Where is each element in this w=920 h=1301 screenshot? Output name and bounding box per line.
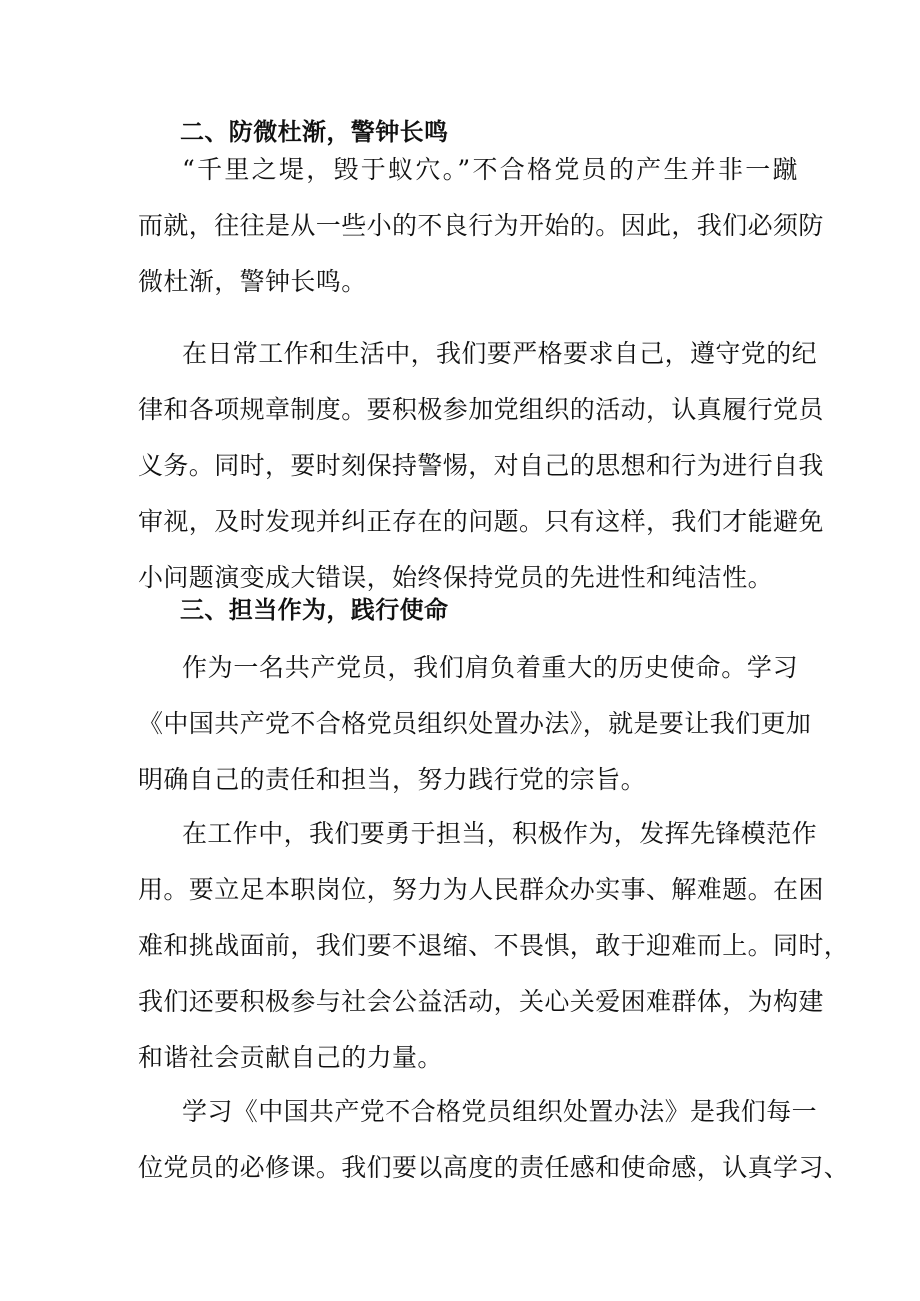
paragraph-2-line-2: 律和各项规章制度。要积极参加党组织的活动，认真履行党员 (138, 395, 824, 424)
paragraph-1-line-2: 而就，往往是从一些小的不良行为开始的。因此，我们必须防 (138, 211, 824, 240)
paragraph-3-line-2: 《中国共产党不合格党员组织处置办法》，就是要让我们更加 (138, 709, 812, 738)
paragraph-2-line-1: 在日常工作和生活中，我们要严格要求自己，遵守党的纪 (182, 339, 818, 368)
paragraph-2-line-4: 审视，及时发现并纠正存在的问题。只有这样，我们才能避免 (138, 507, 824, 536)
section-heading-2: 二、防微杜渐，警钟长鸣 (180, 118, 449, 146)
paragraph-4-line-1: 在工作中，我们要勇于担当，积极作为，发挥先锋模范作 (182, 819, 818, 848)
paragraph-3-line-1: 作为一名共产党员，我们肩负着重大的历史使命。学习 (182, 653, 798, 682)
paragraph-1-line-1: “千里之堤，毁于蚁穴。”不合格党员的产生并非一蹴 (182, 155, 798, 184)
paragraph-1 (138, 142, 824, 310)
paragraph-1-line-3: 微杜渐，警钟长鸣。 (138, 267, 367, 296)
paragraph-2 (138, 326, 824, 606)
section-heading-3: 三、担当作为，践行使命 (180, 596, 449, 624)
paragraph-4-line-4: 我们还要积极参与社会公益活动，关心关爱困难群体，为构建 (138, 987, 824, 1016)
paragraph-5-line-2: 位党员的必修课。我们要以高度的责任感和使命感，认真学习、 (138, 1153, 850, 1182)
paragraph-3 (138, 640, 812, 808)
paragraph-4-line-3: 难和挑战面前，我们要不退缩、不畏惧，敢于迎难而上。同时， (138, 931, 850, 960)
paragraph-3-line-3: 明确自己的责任和担当，努力践行党的宗旨。 (138, 765, 647, 794)
paragraph-2-line-3: 义务。同时，要时刻保持警惕，对自己的思想和行为进行自我 (138, 451, 824, 480)
paragraph-5-line-1: 学习《中国共产党不合格党员组织处置办法》是我们每一 (182, 1097, 818, 1126)
paragraph-5 (138, 1084, 850, 1196)
paragraph-2-line-5: 小问题演变成大错误，始终保持党员的先进性和纯洁性。 (138, 563, 774, 592)
paragraph-4 (138, 806, 850, 1086)
paragraph-4-line-5: 和谐社会贡献自己的力量。 (138, 1043, 443, 1072)
paragraph-4-line-2: 用。要立足本职岗位，努力为人民群众办实事、解难题。在困 (138, 875, 824, 904)
